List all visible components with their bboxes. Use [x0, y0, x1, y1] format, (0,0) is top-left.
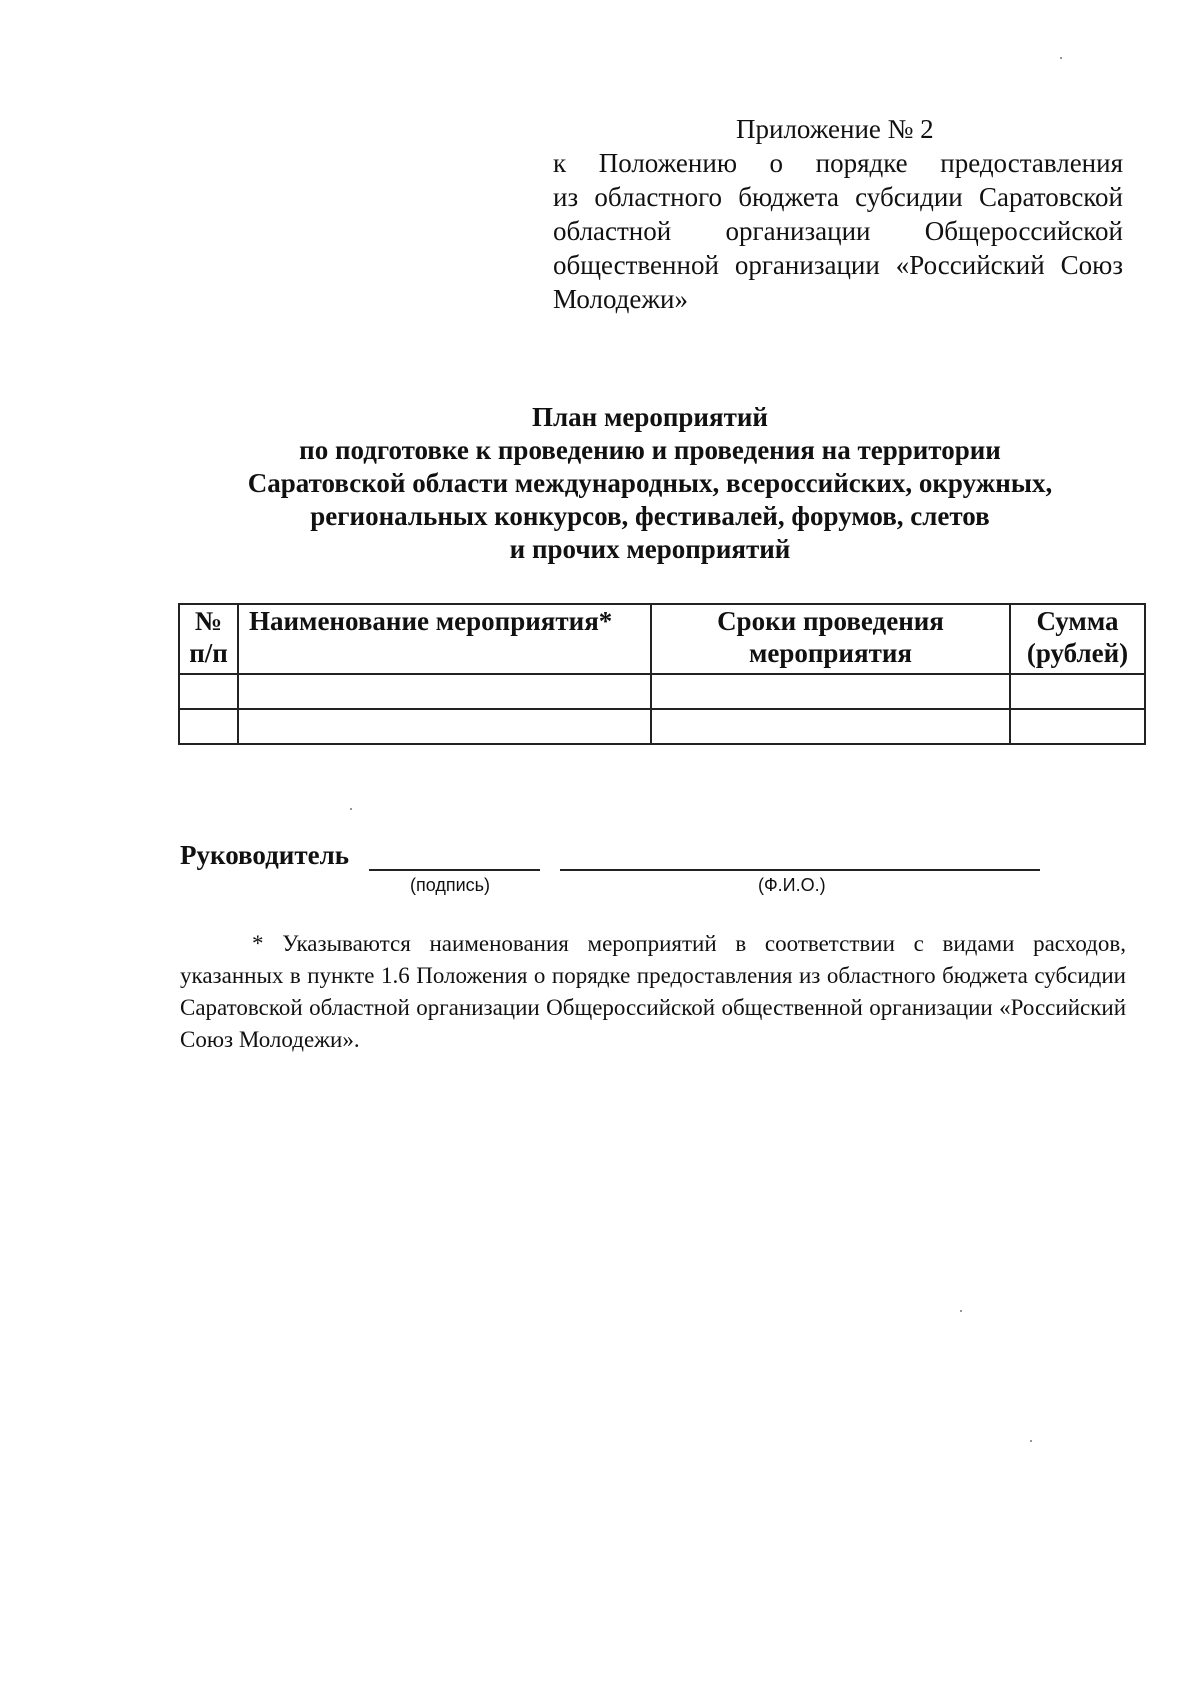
header-dates-line: мероприятия	[748, 638, 913, 668]
table-cell	[179, 674, 238, 709]
table-row	[179, 709, 1145, 744]
appendix-block	[553, 112, 1123, 316]
header-dates-line: Сроки проведения	[717, 606, 944, 636]
plan-title-line: региональных конкурсов, фестивалей, форумов, слетов	[310, 501, 990, 531]
plan-title-line: Саратовской области международных, всероссийских, окружных,	[247, 468, 1053, 498]
table-row	[179, 674, 1145, 709]
header-amount-line: Сумма	[1036, 606, 1119, 636]
appendix-line: Молодежи»	[553, 284, 688, 314]
appendix-title: Приложение № 2	[736, 114, 934, 144]
appendix-line: общественной организации «Российский Союз	[553, 250, 1123, 280]
scan-speck	[350, 808, 352, 810]
table-cell	[1010, 709, 1145, 744]
header-event-dates	[651, 604, 1010, 674]
plan-title-line: и прочих мероприятий	[509, 534, 791, 564]
header-number-line: п/п	[189, 638, 228, 668]
appendix-line: из областного бюджета субсидии Саратовской	[553, 182, 1123, 212]
signature-label: Руководитель	[180, 840, 350, 870]
signature-line	[369, 869, 540, 871]
table-cell	[651, 709, 1010, 744]
header-number	[179, 604, 238, 674]
header-number-line: №	[194, 606, 223, 636]
appendix-line: областной организации Общероссийской	[553, 216, 1123, 246]
appendix-line: к Положению о порядке предоставления	[553, 148, 1123, 178]
plan-title	[200, 401, 1100, 566]
header-event-name-label: Наименование мероприятия*	[249, 606, 613, 636]
full-name-line	[560, 869, 1040, 871]
signature-block	[180, 840, 1080, 900]
full-name-hint: (Ф.И.О.)	[758, 875, 826, 895]
scan-speck	[1060, 57, 1062, 59]
table-cell	[238, 709, 651, 744]
header-amount-line: (рублей)	[1026, 638, 1129, 668]
plan-title-line: по подготовке к проведению и проведения на территории	[299, 435, 1001, 465]
table-cell	[179, 709, 238, 744]
plan-title-line: План мероприятий	[532, 402, 768, 432]
scan-speck	[1030, 1440, 1032, 1442]
footnote: * Указываются наименования мероприятий в соответствии с видами расходов, указанных в пункте 1.6 Положения о порядке предоставления из областного бюджета субсидии Саратовской областной организации Общероссийской общественной организации «Российский Союз Молодежи».	[180, 931, 1126, 1052]
header-amount	[1010, 604, 1145, 674]
header-event-name	[238, 604, 651, 674]
events-plan-table	[178, 603, 1146, 745]
signature-hint: (подпись)	[410, 875, 491, 895]
table-cell	[1010, 674, 1145, 709]
table-header-row	[179, 604, 1145, 674]
scan-speck	[960, 1310, 962, 1312]
table-cell	[651, 674, 1010, 709]
table-cell	[238, 674, 651, 709]
